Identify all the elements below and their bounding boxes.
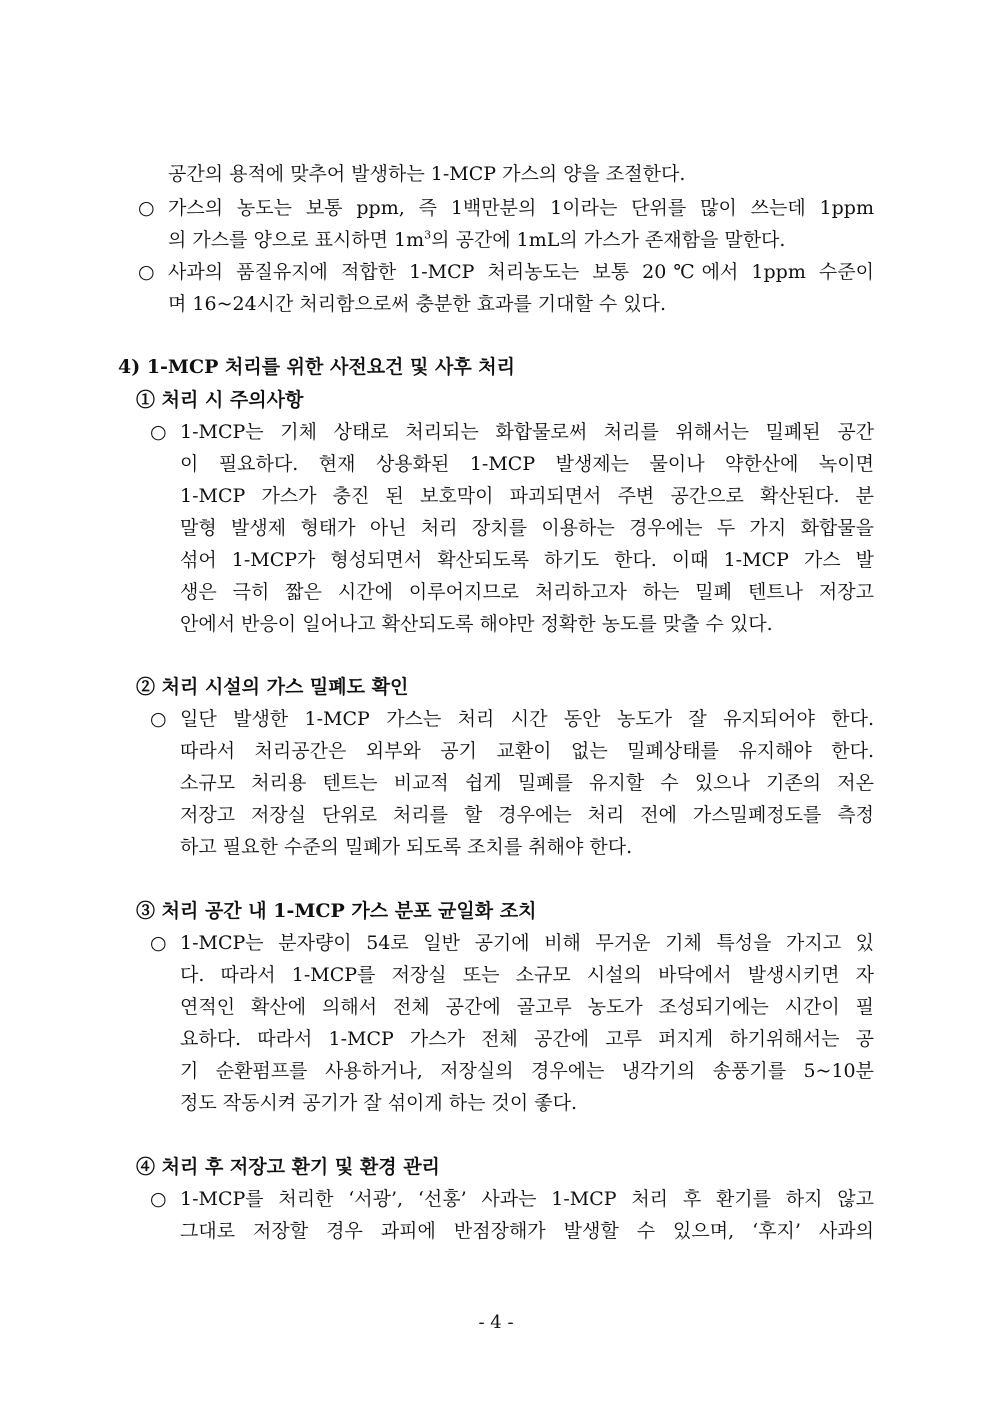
paragraph-line: 그대로 저장할 경우 과피에 반점장해가 발생할 수 있으며, ‘후지’ 사과의 [180,1220,874,1242]
paragraph-line: 일단 발생한 1-MCP 가스는 처리 시간 동안 농도가 잘 유지되어야 한다. [180,708,874,730]
paragraph-line: 가스의 농도는 보통 ppm, 즉 1백만분의 1이라는 단위를 많이 쓰는데 1ppm [168,197,874,219]
paragraph-line: 정도 작동시켜 공기가 잘 섞이게 하는 것이 좋다. [180,1092,578,1114]
paragraph-line: 1-MCP를 처리한 ‘서광’, ‘선홍’ 사과는 1-MCP 처리 후 환기를 하지 않고 [180,1188,874,1210]
bullet-mark: ○ [150,421,167,443]
superscript: 3 [424,228,432,242]
paragraph-line: 다. 따라서 1-MCP를 저장실 또는 소규모 시설의 바닥에서 발생시키면 자 [180,964,874,986]
paragraph-line: 며 16~24시간 처리함으로써 충분한 효과를 기대할 수 있다. [168,293,667,315]
paragraph-line: 하고 필요한 수준의 밀폐가 되도록 조치를 취해야 한다. [180,836,633,858]
bullet-mark: ○ [138,197,155,219]
paragraph-line: 섞어 1-MCP가 형성되면서 확산되도록 하기도 한다. 이때 1-MCP 가스 발 [180,549,874,571]
page-number: - 4 - [478,1312,514,1333]
paragraph-line: 기 순환펌프를 사용하거나, 저장실의 경우에는 냉각기의 송풍기를 5~10분 [180,1060,874,1082]
section-heading: 4) 1-MCP 처리를 위한 사전요건 및 사후 처리 [118,356,516,378]
paragraph-line: 요하다. 따라서 1-MCP 가스가 전체 공간에 고루 퍼지게 하기위해서는 공 [180,1028,874,1050]
paragraph-line: 저장고 저장실 단위로 처리를 할 경우에는 처리 전에 가스밀폐정도를 측정 [180,804,874,826]
text-fragment: 의 가스를 양으로 표시하면 1m [168,229,425,251]
subsection-heading: ④ 처리 후 저장고 환기 및 환경 관리 [136,1156,440,1178]
paragraph-line: 공간의 용적에 맞추어 발생하는 1-MCP 가스의 양을 조절한다. [168,163,686,185]
subsection-heading: ② 처리 시설의 가스 밀폐도 확인 [136,676,409,698]
paragraph-line: 1-MCP는 분자량이 54로 일반 공기에 비해 무거운 기체 특성을 가지고 있 [180,932,874,954]
paragraph-line: 이 필요하다. 현재 상용화된 1-MCP 발생제는 물이나 약한산에 녹이면 [180,453,874,475]
paragraph-line: 1-MCP 가스가 충진 된 보호막이 파괴되면서 주변 공간으로 확산된다. 분 [180,485,874,507]
text-fragment: 의 공간에 1mL의 가스가 존재함을 말한다. [431,229,786,251]
paragraph-line: 따라서 처리공간은 외부와 공기 교환이 없는 밀폐상태를 유지해야 한다. [180,740,874,762]
paragraph-line: 말형 발생제 형태가 아닌 처리 장치를 이용하는 경우에는 두 가지 화합물을 [180,517,874,539]
paragraph-line: 사과의 품질유지에 적합한 1-MCP 처리농도는 보통 20℃에서 1ppm 수준이 [168,261,874,283]
subsection-heading: ③ 처리 공간 내 1-MCP 가스 분포 균일화 조치 [136,900,537,922]
paragraph-line: 1-MCP는 기체 상태로 처리되는 화합물로써 처리를 위해서는 밀폐된 공간 [180,421,874,443]
bullet-mark: ○ [150,1188,167,1210]
subsection-heading: ① 처리 시 주의사항 [136,389,304,411]
bullet-mark: ○ [150,932,167,954]
paragraph-line: 소규모 처리용 텐트는 비교적 쉽게 밀폐를 유지할 수 있으나 기존의 저온 [180,772,874,794]
bullet-mark: ○ [138,261,155,283]
paragraph-line [168,224,874,256]
bullet-mark: ○ [150,708,167,730]
paragraph-line: 안에서 반응이 일어나고 확산되도록 해야만 정확한 농도를 맞출 수 있다. [180,613,773,635]
paragraph-line: 생은 극히 짧은 시간에 이루어지므로 처리하고자 하는 밀폐 텐트나 저장고 [180,581,874,603]
paragraph-line: 연적인 확산에 의해서 전체 공간에 골고루 농도가 조성되기에는 시간이 필 [180,996,874,1018]
